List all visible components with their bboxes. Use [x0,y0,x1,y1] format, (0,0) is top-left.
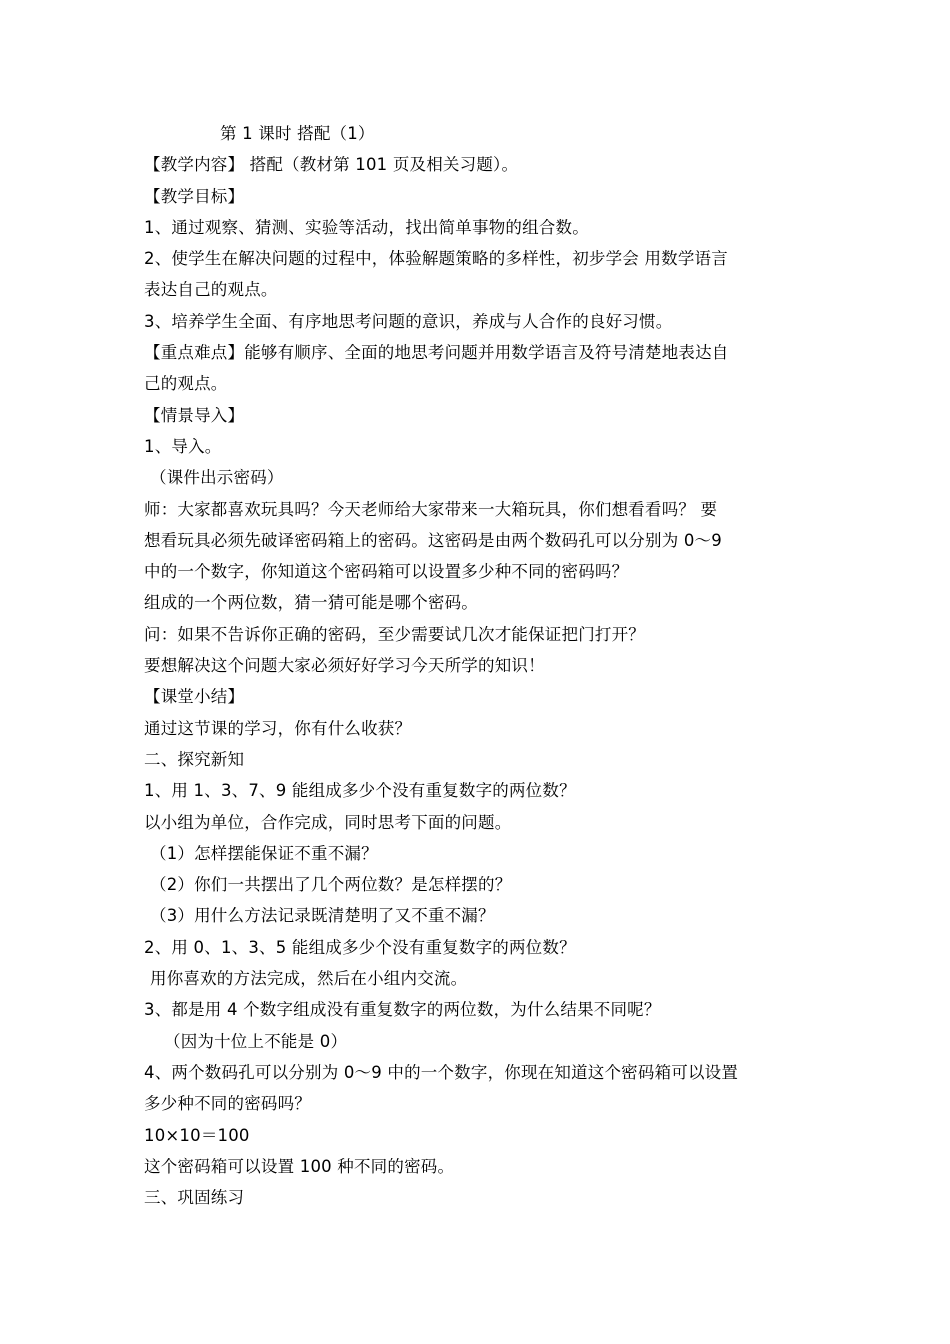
objective-2: 2、使学生在解决问题的过程中，体验解题策略的多样性，初步学会 用数学语言 [144,249,728,269]
objective-1: 1、通过观察、猜测、实验等活动，找出简单事物的组合数。 [144,217,589,237]
objective-2-cont: 表达自己的观点。 [144,280,278,300]
section-heading-practice: 三、巩固练习 [144,1188,245,1208]
key-points-cont: 己的观点。 [144,374,228,394]
explore-question-2: （2）你们一共摆出了几个两位数？是怎样摆的？ [150,875,512,895]
lesson-title: 第 1 课时 搭配（1） [220,124,375,143]
calculation: 10×10＝100 [144,1125,250,1145]
document-body [144,118,816,1213]
explore-item-2: 2、用 0、1、3、5 能组成多少个没有重复数字的两位数？ [144,937,576,957]
explore-item-1: 1、用 1、3、7、9 能组成多少个没有重复数字的两位数？ [144,781,576,801]
explore-item-2-note: 用你喜欢的方法完成，然后在小组内交流。 [150,969,468,989]
summary-question: 通过这节课的学习，你有什么收获？ [144,718,412,738]
explore-item-3-answer: （因为十位上不能是 0） [164,1031,348,1051]
section-heading-objectives: 【教学目标】 [144,186,245,206]
motivation-line: 要想解决这个问题大家必须好好学习今天所学的知识！ [144,656,545,676]
explore-item-3: 3、都是用 4 个数字组成没有重复数字的两位数，为什么结果不同呢？ [144,1000,661,1020]
section-heading-explore: 二、探究新知 [144,749,245,769]
intro-step: 1、导入。 [144,436,222,456]
explore-group-work: 以小组为单位，合作完成，同时思考下面的问题。 [144,812,512,832]
teacher-line-3: 中的一个数字，你知道这个密码箱可以设置多少种不同的密码吗？ [144,562,629,582]
guess-line: 组成的一个两位数，猜一猜可能是哪个密码。 [144,593,478,613]
teacher-line-1: 师：大家都喜欢玩具吗？今天老师给大家带来一大箱玩具，你们想看看吗？ 要 [144,499,718,519]
question-line: 问：如果不告诉你正确的密码，至少需要试几次才能保证把门打开？ [144,624,645,644]
explore-question-1: （1）怎样摆能保证不重不漏？ [150,843,378,863]
section-heading-intro: 【情景导入】 [144,405,245,425]
calculation-conclusion: 这个密码箱可以设置 100 种不同的密码。 [144,1156,455,1176]
explore-item-4-cont: 多少种不同的密码吗？ [144,1094,311,1114]
key-points: 【重点难点】能够有顺序、全面的地思考问题并用数学语言及符号清楚地表达自 [144,343,729,363]
objective-3: 3、培养学生全面、有序地思考问题的意识，养成与人合作的良好习惯。 [144,311,673,331]
teaching-content: 【教学内容】 搭配（教材第 101 页及相关习题）。 [144,155,519,175]
explore-question-3: （3）用什么方法记录既清楚明了又不重不漏？ [150,906,495,926]
teacher-line-2: 想看玩具必须先破译密码箱上的密码。这密码是由两个数码孔可以分别为 0～9 [144,530,722,550]
section-heading-summary: 【课堂小结】 [144,687,245,707]
explore-item-4: 4、两个数码孔可以分别为 0～9 中的一个数字，你现在知道这个密码箱可以设置 [144,1062,739,1082]
courseware-note: （课件出示密码） [150,468,284,488]
